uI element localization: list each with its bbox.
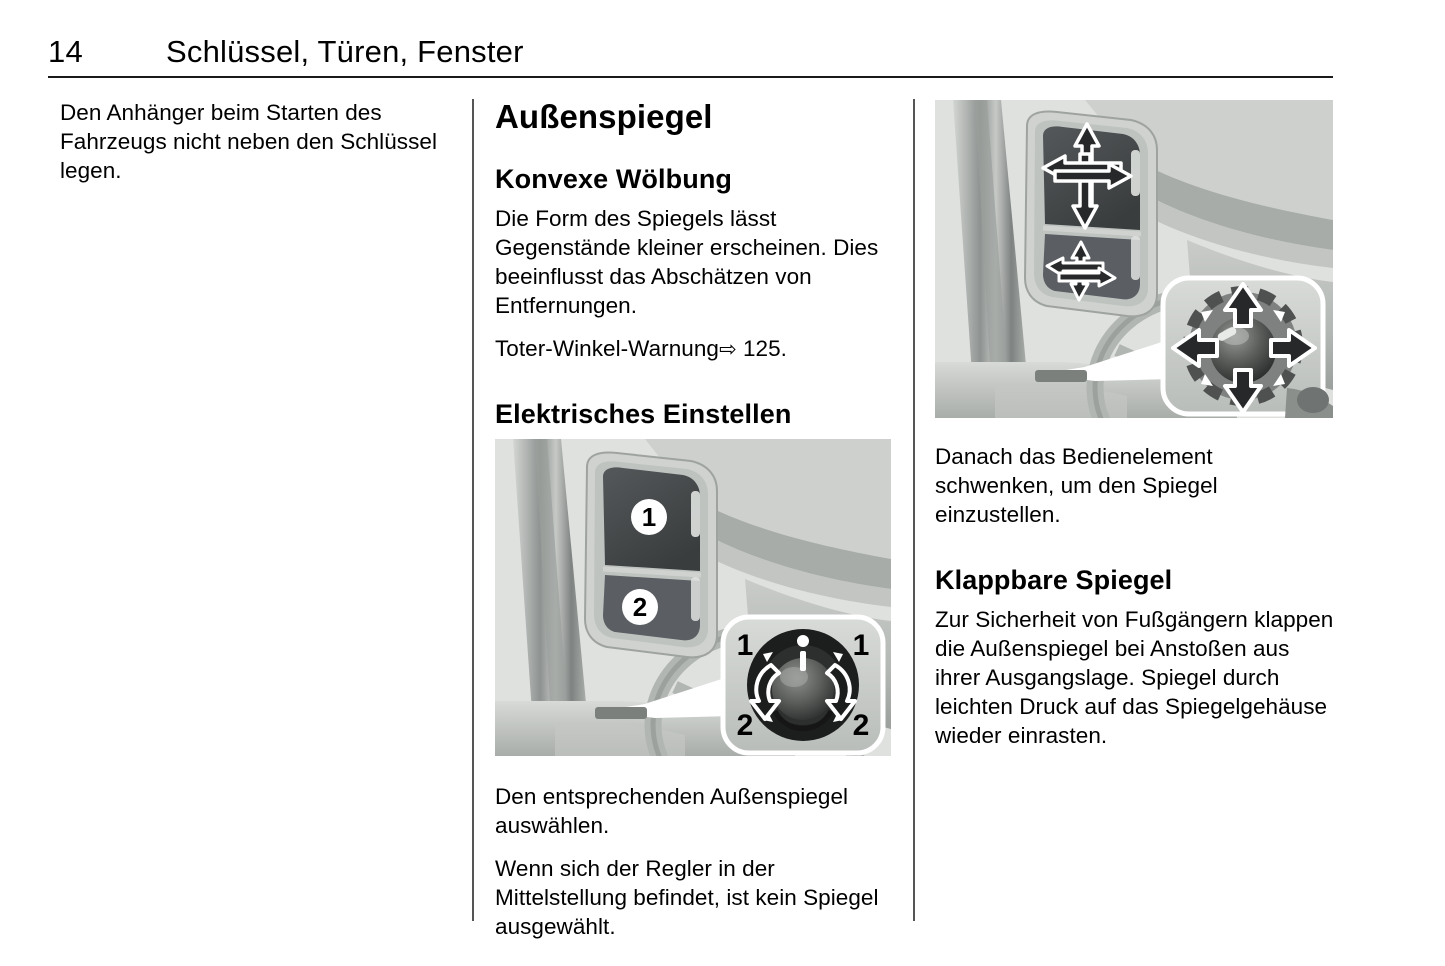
- left-paragraph-1: Den Anhänger beim Starten des Fahrzeugs nicht neben den Schlüssel legen.: [60, 100, 437, 183]
- door-mirror: [585, 453, 717, 658]
- middle-paragraph-2: Den entsprechenden Außenspiegel auswählen.: [495, 784, 849, 838]
- cross-reference-page: 125.: [742, 336, 787, 361]
- header-rule: [48, 76, 1333, 78]
- inset-label-bottom-left: 2: [736, 709, 754, 742]
- column-left: [60, 98, 442, 199]
- subheading-konvexe-woelbung: Konvexe Wölbung: [495, 164, 732, 194]
- column-divider-left: [472, 99, 474, 921]
- subheading-klappbare-spiegel: Klappbare Spiegel: [935, 565, 1173, 595]
- svg-text:2: 2: [632, 592, 648, 622]
- cross-reference-label: Toter-Winkel-Warnung: [495, 336, 719, 361]
- column-right: [935, 98, 1335, 764]
- callout-badge-2: [622, 589, 658, 625]
- cross-reference-line: [495, 334, 891, 363]
- page-title: Schlüssel, Türen, Fenster: [166, 34, 524, 69]
- inset-label-top-left: 1: [736, 629, 754, 662]
- right-paragraph-1: Danach das Bedienelement schwenken, um den Spiegel einzustellen.: [935, 444, 1218, 527]
- inset-rotary-selector: [723, 617, 883, 753]
- figure-mirror-selector: [495, 439, 891, 756]
- svg-text:1: 1: [641, 502, 657, 532]
- page-header: [48, 34, 1333, 76]
- subheading-elektrisches-einstellen: Elektrisches Einstellen: [495, 399, 792, 429]
- cross-reference-arrow-icon: ⇨: [718, 337, 737, 361]
- callout-badge-1: [631, 499, 667, 535]
- figure-mirror-adjust: [935, 100, 1333, 418]
- page-number: 14: [48, 34, 83, 69]
- inset-label-top-right: 1: [852, 629, 870, 662]
- column-divider-right: [913, 99, 915, 921]
- section-heading-aussenspiegel: Außenspiegel: [495, 98, 713, 135]
- inset-label-bottom-right: 2: [852, 709, 870, 742]
- column-middle: [495, 98, 891, 955]
- middle-paragraph-1: Die Form des Spiegels lässt Gegenstände kleiner erscheinen. Dies beeinflusst das Abschätzen von Entfernungen.: [495, 206, 879, 318]
- right-paragraph-2: Zur Sicherheit von Fußgängern klappen die Außenspiegel bei Anstoßen aus ihrer Ausgangslage. Spiegel durch leichten Druck auf das Spiegelgehäuse wieder einrasten.: [935, 607, 1334, 748]
- door-mirror: [1025, 112, 1157, 317]
- middle-paragraph-3: Wenn sich der Regler in der Mittelstellung befindet, ist kein Spiegel ausgewählt.: [495, 856, 879, 939]
